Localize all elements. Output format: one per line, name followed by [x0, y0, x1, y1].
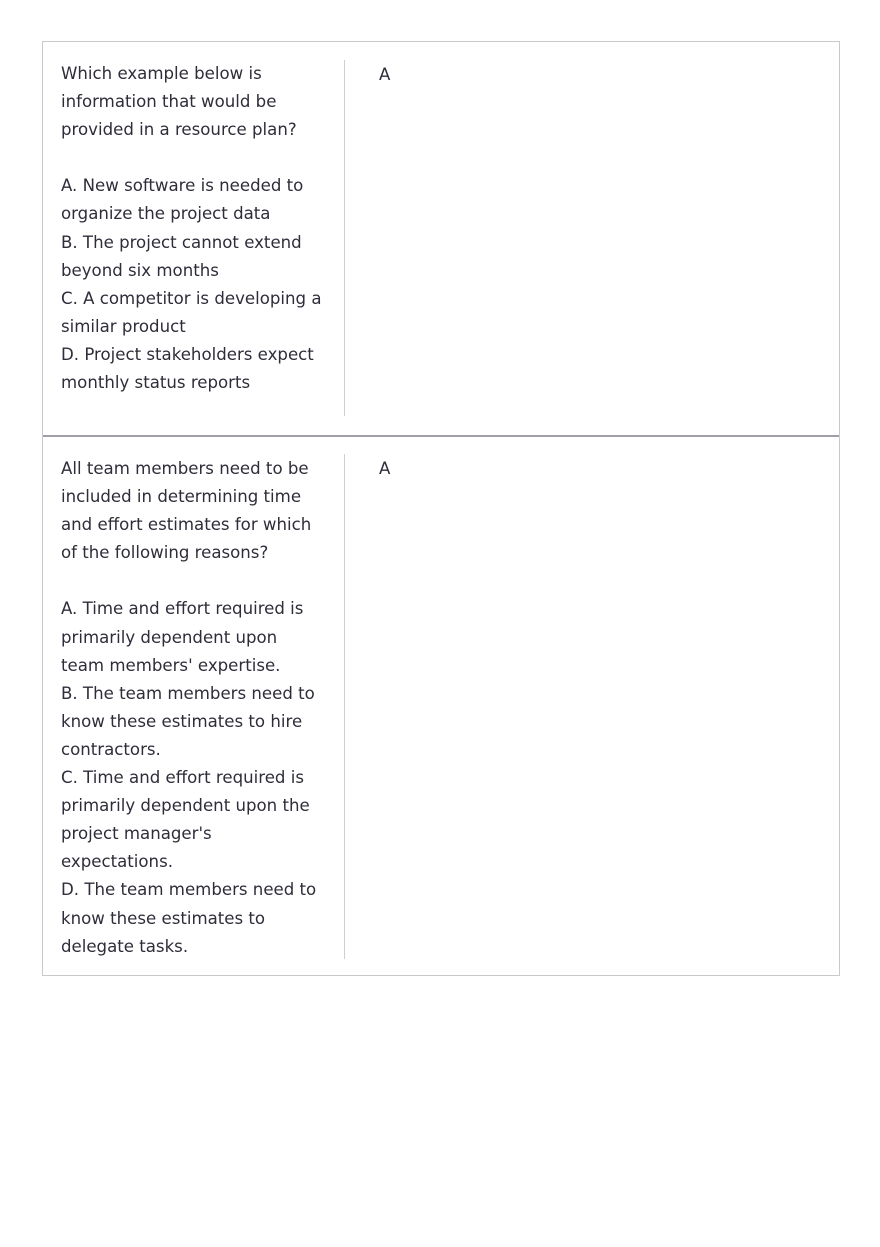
option-line: expectations.	[61, 852, 173, 872]
paragraph-gap	[61, 567, 344, 595]
column-divider	[344, 454, 345, 959]
option-line: C. Time and effort required is	[61, 768, 304, 788]
question-line: information that would be	[61, 92, 277, 112]
column-divider	[344, 60, 345, 416]
question-text	[43, 42, 344, 435]
flashcard	[43, 435, 839, 975]
option-line: similar product	[61, 316, 186, 336]
question-line: and effort estimates for which	[61, 515, 312, 535]
paragraph-gap	[61, 144, 344, 172]
option-line: primarily dependent upon	[61, 627, 278, 647]
option-line: D. Project stakeholders expect	[61, 344, 314, 364]
option-line: organize the project data	[61, 204, 271, 224]
option-line: know these estimates to	[61, 908, 266, 928]
option-line: D. The team members need to	[61, 880, 317, 900]
option-line: A. Time and effort required is	[61, 599, 304, 619]
option-line: contractors.	[61, 739, 161, 759]
option-line: beyond six months	[61, 260, 219, 280]
option-line: monthly status reports	[61, 373, 251, 393]
flashcard-list	[42, 41, 840, 976]
option-line: primarily dependent upon the	[61, 796, 310, 816]
option-line: A. New software is needed to	[61, 176, 304, 196]
question-line: All team members need to be	[61, 459, 309, 478]
question-line: included in determining time	[61, 487, 302, 507]
question-line: Which example below is	[61, 64, 262, 83]
option-line: C. A competitor is developing a	[61, 288, 322, 308]
option-line: project manager's	[61, 824, 212, 844]
answer-text: A	[379, 459, 391, 478]
option-line: B. The project cannot extend	[61, 232, 302, 252]
option-line: B. The team members need to	[61, 683, 315, 703]
question-text	[43, 437, 344, 975]
question-line: of the following reasons?	[61, 543, 269, 563]
option-line: know these estimates to hire	[61, 711, 303, 731]
option-line: delegate tasks.	[61, 936, 189, 956]
option-line: team members' expertise.	[61, 655, 281, 675]
question-line: provided in a resource plan?	[61, 120, 297, 140]
answer-text: A	[379, 65, 391, 84]
flashcard	[43, 42, 839, 435]
